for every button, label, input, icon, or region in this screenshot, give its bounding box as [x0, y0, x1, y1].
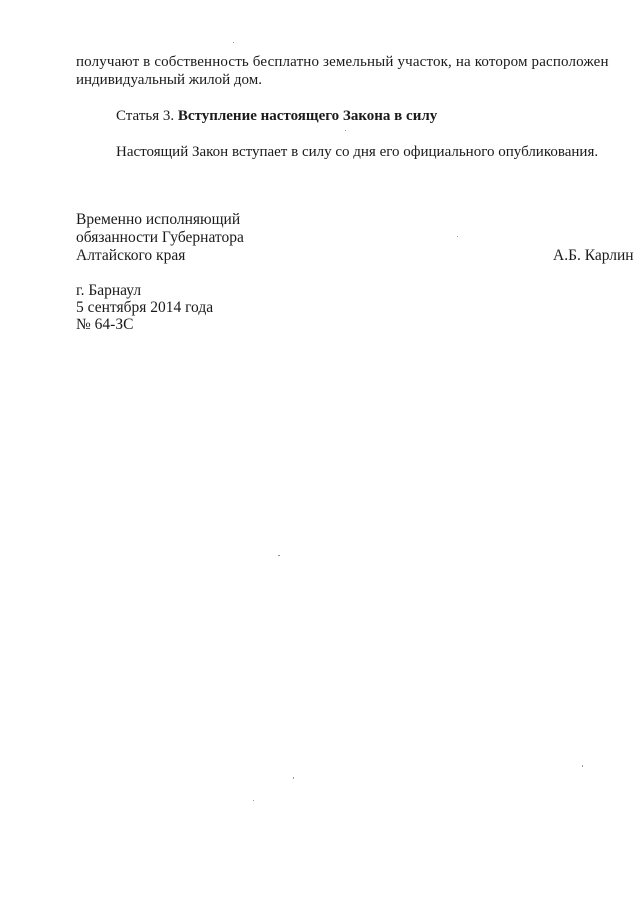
signatory-position-line-2: обязанности Губернатора — [76, 229, 244, 246]
body-text-line-2: индивидуальный жилой дом. — [76, 72, 262, 88]
body-text-line-1: получают в собственность бесплатно земельный участок, на котором расположен — [76, 54, 609, 70]
scan-speck — [233, 42, 234, 43]
scan-speck — [293, 777, 294, 779]
scan-speck — [278, 555, 280, 556]
signing-city: г. Барнаул — [76, 282, 142, 299]
signatory-position-line-3: Алтайского края — [76, 247, 186, 264]
signatory-name: А.Б. Карлин — [553, 247, 634, 264]
scan-speck — [457, 236, 458, 237]
article-3-prefix: Статья 3. — [116, 108, 175, 124]
article-3-heading — [116, 107, 437, 125]
scan-speck — [253, 800, 254, 801]
article-3-title: Вступление настоящего Закона в силу — [177, 108, 438, 124]
law-number: № 64-ЗС — [76, 316, 134, 333]
signing-date: 5 сентября 2014 года — [76, 299, 214, 316]
article-3-text: Настоящий Закон вступает в силу со дня его официального опубликования. — [116, 144, 599, 160]
scan-speck — [345, 130, 346, 131]
signatory-position-line-1: Временно исполняющий — [76, 211, 241, 228]
scan-speck — [582, 765, 583, 767]
